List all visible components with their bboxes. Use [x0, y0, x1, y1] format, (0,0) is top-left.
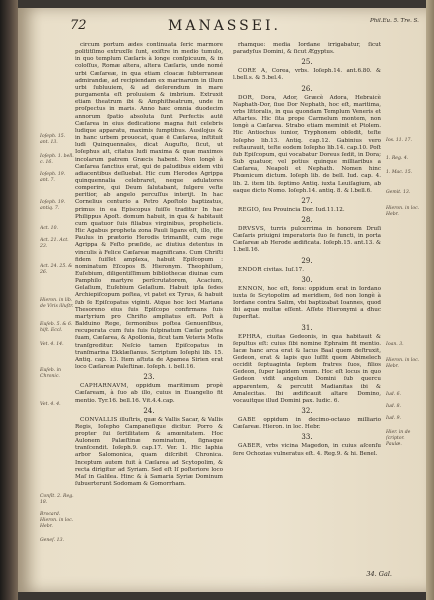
margin-note: Ioſeph. 1. bell. c. 16. [40, 154, 74, 165]
entry-headword: CORE A, [238, 68, 268, 75]
entry-text: oppidum in decimo-octauo milliario Cæſareæ. Hieron. in loc. Hebr. [233, 417, 381, 431]
fore-edge [426, 0, 434, 600]
entry-text: circum portum ædes continuata ſeric marmore polititſimo extruxſſe ſunt, exiſtre in medio tumulo, in quo templum Cæſaris à longe conſpicuum, & in coloſſus, Romæ altera, altera Cæſaris, unde nomé urbi Cæſareæ, in qua etiam cloacæ ſubterraneæ admirandæ, ad recipiendam ex marinarum in illum urbi ſubluuiem, & ad deſerendum in mare purgamenta eſt proluuiem & imbrium. Extruxit etiam theatrum ibi & Amphitheatrum, unde in proſpectus in maris. Anno hæc omnia duodecim annorum ſpatio absoluta ſunt Perfectis autē Cæſarea in eius dedicatione magna fuit celebris ludique apparatu, maximis ſumptibus. Ausilojus & in hanc urbem prouocat, quæ ē Cæſarea, inſtituit ludi Quinquennales, dicat Auguſto, ſicut, ut Ioſephus ait, citatus ludi maxima & quæ maximos incolarum patrem Græcis habent. Non longè à Cæſarea ſanctius erat, qui de paludibus eidem vibi adiacentibus deſluebat. Hic cum Herodes Agrippa quinquennalia celebraret, neque adulatores comperire, qui Deum ſalutabant, ſulgere veſte peritior, ab angelo percuſſus interijt. In hac Cornelius centurio a Petro Apoſtolo baptizatus, primus in ea Episcopus ſuiſſe traditur In hac Philippus Apoſt. domum habuit, in qua & habitauit cum quatuor ſuis filiabus virginibus, propheticis. Hic Agabus propheta zona Pauli ligans eſt, illo, iſte Paulus in prætorio Herodis trimanſit, cum rege Agrippa & Feſto præſide, ac diutius detentus in vinculis à Felice Cæſareæ magnificans. Cum Chriſti fidem ſuiſſet amplexa, habuit Epiſcopum : nominatum Eſcopos B. Hieronym. Theophilum, Euſebium, diligentiſſimum bibliothecæ diuinæ cum Pamphilo martyre perſcrutatorem, Acacium, Gelaſium, Euſebium Gelaſium. Habuit ipſa ſedes Archiepiſcopum poſtea, vt patet ex Tyrus, & habuit ſub ſe Epiſcopatus viginti. Atque hoc loci Mariana Thesoreno eius ſuis Epiſcopo confirmans ſuis martyrium pro Chriſto ampliatus eſt. Poſt à Balduino Rege, ſermonibus poſtea Genuenſibus, recuperata cum ſuis ſuis ſulpinatum Cæſar poſtea ſuam, Cæſarea, & Apollonia, ſicut tam Veteris Moſis tranſgreditur. Neſcio tamen Epiſcopatus in tranſmarina Ekklæſianus. Scriptum Ioſephi lib. 15. Antiq. cap. 13. Item aſtuta de Apamea Sirien erat loco Cæſareæ Paleſtinæ. Ioſeph. i. bell.16. [75, 42, 223, 371]
entry-headword: ENDOR [238, 266, 262, 273]
entry-headword: GABE [238, 417, 256, 424]
margin-note: Act. 10. [40, 226, 58, 231]
entry-text: hoc eſt, fons: oppidum erat in Iordano iuxta ſe Scytopolim ad meridiem, ſed non longè à Iordane contra Salim, vbi baptizabat Ioannes, quod ibi aquæ multæ eſſent. Aſſete Hieronymi a dhuc ſuperſtat. [233, 285, 381, 321]
right-text-column [233, 42, 381, 582]
entry-number: 31. [301, 323, 313, 332]
page-header [18, 18, 426, 40]
entry-paragraph [75, 383, 223, 404]
margin-note: Ios. 11. 17. [386, 138, 412, 143]
right-margin-notes [386, 42, 420, 582]
entry-headword: DRVSVS, [238, 225, 266, 232]
left-text-column [75, 42, 223, 582]
margin-note: Geneſ. 13. [40, 538, 64, 543]
entry-paragraph [233, 417, 381, 431]
margin-note: Ioſeph. 19. ant. 7. [40, 172, 66, 183]
entry-text: illuſtris, quæ & Vallis Sacar, & Vallis Regis, Ioſepho Campaneſique dicitur. Porro & propter ſui ſertilitatem & amœnitatem. Hoc Aulonem Palæſtinæ nominatum, ſignaque tranſcendit. Ioſeph.9. cap.17. Ver. 1. Hic Iaphia arbor Salomonica, quam diſcribit Chronica. Inceptum autem fuit à Cæſarea ad Scytopolim, & recta dirigitur ad Syriam. Sed eſt Iſ poſteriore loco Maſ in Galilea. Hinc & à Samaria Syriæ Dominum ſubuerterunt Sodomam & Gomorrham. [75, 416, 223, 488]
entry-number: 26. [301, 84, 313, 93]
margin-note: Conſlt. 2. Reg. 18. [40, 494, 74, 505]
left-margin-notes [40, 42, 74, 582]
entry-text: Corea, vrbs. Ioſeph.14. ant.6.80. & l.bell.s. & 5.bel.4. [233, 68, 381, 82]
margin-note: 1. Mac. 15. [386, 170, 413, 175]
entry-headword: DOR, [238, 94, 255, 101]
entry-paragraph [75, 42, 223, 371]
margin-note: Iud. 8. [386, 404, 402, 409]
entry-number: 27. [301, 196, 313, 205]
margin-note: Vet. 4. 4. [40, 402, 61, 407]
entry-number: 24. [143, 406, 155, 415]
entry-paragraph [233, 286, 381, 322]
margin-note: Hieron. in lib. de Viris illuſtr. [40, 298, 74, 309]
book-page [18, 8, 426, 592]
entry-headword: CONVALLIS [80, 416, 118, 423]
book-spine [0, 0, 18, 600]
margin-note: Iud. 6. [386, 392, 402, 397]
catchword: 34. Gal. [366, 570, 392, 578]
margin-note: Hieron. in loc. Hebr. [386, 206, 420, 217]
entry-paragraph [233, 207, 381, 214]
margin-note: Euſeb. 5. & 6. hiſt. Eccl. [40, 322, 73, 333]
margin-note: Act. 21. Act. 23. [40, 238, 69, 249]
entry-text: civitas. Iuſ.17. [263, 266, 304, 273]
entry-text: ciuitas Gedeonis, in qua habitauit & ſepultus eſt: cuius ſibi nomine Ephraim fit mentio. Iacæ hanc arca erat & Iacus Baal quem deſtruxit, Gedeon, erat & lapis quo luſſit quem Abimelech occidit ſeptuaginta ſeptem fratres ſuos, filios Gedeon, ſuper lapidem vnum. Hoc eſt locus in quo Gedeon vidit angelum Domini ſub quercu apparentem, & percutit Madianitas ibi & Amalecitas. Ibi ædificauit altare Domino, vocauitque illud Domini pax. Iudic. 6. [233, 333, 381, 404]
entry-number: 28. [301, 215, 313, 224]
entry-headword: CAPHARNAVM, [80, 383, 129, 390]
header-margin-note: Phil.Eu. 5. Tre. S. [370, 18, 419, 24]
entry-paragraph [233, 443, 381, 457]
entry-number: 23. [143, 373, 155, 382]
entry-text: oppidum maritimum propè Cæſaream, à ſuo ab illo, cuius in Euangelio fit mentio. Tyr.16. bell.16. Vit.4.4.cap. [75, 383, 223, 404]
entry-number: 33. [301, 433, 313, 442]
margin-note: Brocard. Hieron. in loc. Hebr. [40, 512, 74, 529]
entry-text: rhamque: media Iordane irrigabatur, ſicut paradyſus Domini, & ſicut Ægyptus. [233, 42, 381, 56]
entry-text: Dora, Ador, Græcè Adora, Hebraicè Naphath-Dor, ſiue Dor Nephath, hoc eſt, maritima, vrbs littoralis, in qua quondam Templum Veneris et Aſtartes. Hic ſita prope Carmelum montem, non longè a Cæſarea. Strabo etiam meminit et Ptolem. Hic Antiochus iunior, Tryphonem obſedit, teſte Ioſepho lib.13. Antiq. cap.12. Gabinius vero reſtaurauit, teſte eodem Ioſepho lib.14. cap.10. Poſt ſub Epiſcopum, qui vocabatur Doreus ſedit, in Dora; Sub quatuor, vel potius quinque milliaribus a Cæſarea, Neapoli et Nephath. Nomen hinc Phœnicum dictum. Ioſeph lib. de bell. Iud. cap. 4. lib. 2. item lib. ſeptimo Antiq. iuxta Leuiſagium, ab eaque dicto Nomo. Ioſeph.14. antiq. 8. & l.bell.6. [233, 94, 381, 194]
margin-note: Ioſeph. 19. antiq. 7. [40, 200, 66, 211]
entry-text: turris pulcerrima in honorem Druſi Cæſaris priuigni imperatoris ſuo ſe functi, in porta Cæſareæ ab Herode ædificata. Ioſeph.15. ant.13. & 1.bell.16. [233, 225, 381, 254]
entry-paragraph [233, 334, 381, 406]
entry-paragraph [233, 42, 381, 56]
margin-note: Hier. in de ſcriptor. Paulæ. [386, 430, 411, 447]
entry-number: 30. [301, 275, 313, 284]
running-title: MANASSEI. [168, 18, 281, 34]
entry-paragraph [233, 95, 381, 195]
entry-paragraph [75, 417, 223, 489]
margin-note: Ioſeph. 15. ant. 13. [40, 134, 66, 145]
entry-headword: EPHRA, [238, 333, 263, 340]
margin-note: Hieron. in loc. Hebr. [386, 358, 420, 369]
entry-number: 32. [301, 407, 313, 416]
entry-paragraph [233, 226, 381, 255]
margin-note: 1. Reg. 4. [386, 156, 409, 161]
entry-paragraph [233, 68, 381, 82]
entry-text: ſeu Prouincia Dor. Iud.11.12. [262, 206, 345, 213]
entry-text: vrbs vicina Magedon, in cuius aſcenſu ſere Ochozias vulneratus eſt. 4. Reg.9. & hi. Benel. [233, 443, 381, 457]
margin-note: Act. 24. 25. & 26. [40, 264, 73, 275]
page-number: 72 [70, 18, 87, 33]
margin-note: Gemit. 13. [386, 190, 411, 195]
entry-headword: ENNON, [238, 285, 265, 292]
margin-note: Vet. 4. 14. [40, 342, 64, 347]
margin-note: Ioan. 3. [386, 342, 404, 347]
margin-note: Euſeb. in Chronic. [40, 368, 62, 379]
entry-headword: REGIO, [238, 206, 261, 213]
margin-note: Iud. 9. [386, 416, 402, 421]
entry-number: 29. [301, 256, 313, 265]
entry-headword: GABER, [238, 443, 263, 450]
entry-paragraph [233, 267, 381, 274]
entry-number: 25. [301, 58, 313, 67]
